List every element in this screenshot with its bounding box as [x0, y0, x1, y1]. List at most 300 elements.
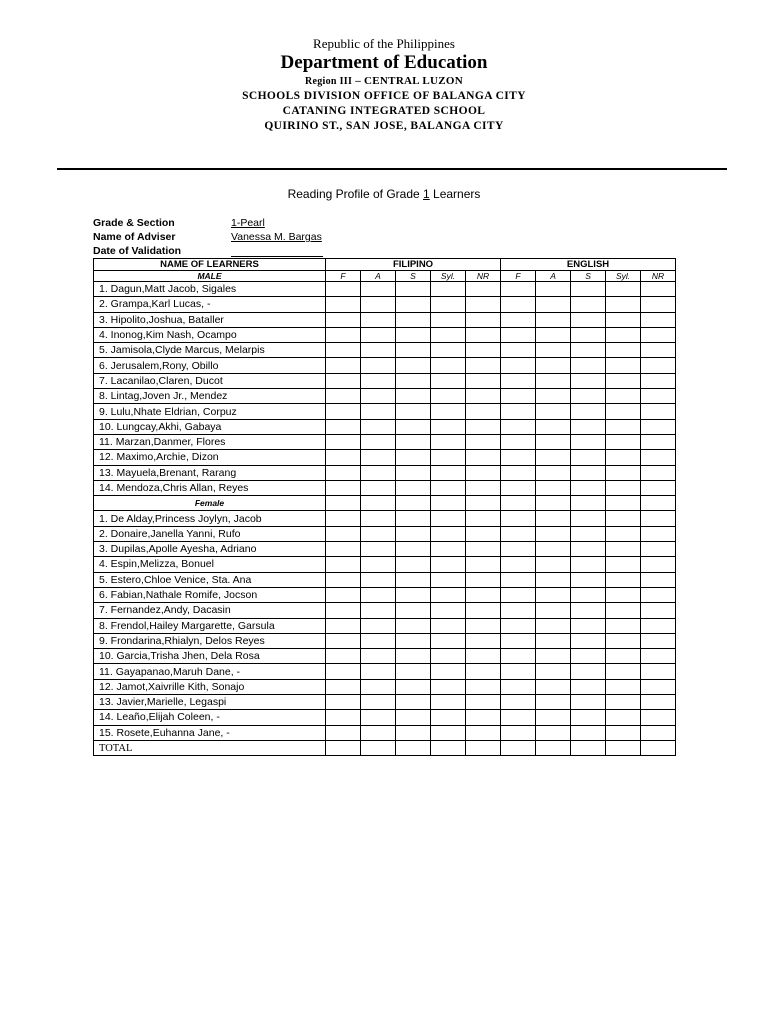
- score-cell[interactable]: [396, 358, 431, 373]
- score-cell[interactable]: [571, 282, 606, 297]
- score-cell[interactable]: [606, 373, 641, 388]
- score-cell[interactable]: [641, 282, 676, 297]
- score-cell[interactable]: [501, 710, 536, 725]
- score-cell[interactable]: [326, 450, 361, 465]
- score-cell[interactable]: [466, 373, 501, 388]
- score-cell[interactable]: [641, 312, 676, 327]
- score-cell[interactable]: [396, 496, 431, 511]
- score-cell[interactable]: [431, 603, 466, 618]
- score-cell[interactable]: [606, 511, 641, 526]
- score-cell[interactable]: [536, 297, 571, 312]
- score-cell[interactable]: [571, 404, 606, 419]
- score-cell[interactable]: [641, 358, 676, 373]
- score-cell[interactable]: [501, 389, 536, 404]
- score-cell[interactable]: [326, 373, 361, 388]
- score-cell[interactable]: [571, 496, 606, 511]
- score-cell[interactable]: [501, 297, 536, 312]
- score-cell[interactable]: [571, 695, 606, 710]
- score-cell[interactable]: [641, 480, 676, 495]
- score-cell[interactable]: [536, 434, 571, 449]
- score-cell[interactable]: [466, 603, 501, 618]
- score-cell[interactable]: [501, 496, 536, 511]
- score-cell[interactable]: [641, 679, 676, 694]
- score-cell[interactable]: [641, 542, 676, 557]
- score-cell[interactable]: [606, 465, 641, 480]
- score-cell[interactable]: [361, 587, 396, 602]
- score-cell[interactable]: [431, 327, 466, 342]
- score-cell[interactable]: [431, 664, 466, 679]
- score-cell[interactable]: [606, 649, 641, 664]
- score-cell[interactable]: [536, 725, 571, 740]
- score-cell[interactable]: [431, 572, 466, 587]
- score-cell[interactable]: [466, 710, 501, 725]
- score-cell[interactable]: [396, 419, 431, 434]
- score-cell[interactable]: [536, 649, 571, 664]
- score-cell[interactable]: [571, 327, 606, 342]
- score-cell[interactable]: [501, 664, 536, 679]
- score-cell[interactable]: [501, 526, 536, 541]
- score-cell[interactable]: [431, 373, 466, 388]
- score-cell[interactable]: [536, 358, 571, 373]
- score-cell[interactable]: [466, 587, 501, 602]
- score-cell[interactable]: [501, 358, 536, 373]
- score-cell[interactable]: [606, 480, 641, 495]
- score-cell[interactable]: [431, 343, 466, 358]
- score-cell[interactable]: [361, 557, 396, 572]
- score-cell[interactable]: [326, 496, 361, 511]
- score-cell[interactable]: [396, 511, 431, 526]
- score-cell[interactable]: [326, 526, 361, 541]
- score-cell[interactable]: [606, 389, 641, 404]
- score-cell[interactable]: [326, 434, 361, 449]
- score-cell[interactable]: [571, 587, 606, 602]
- score-cell[interactable]: [396, 404, 431, 419]
- score-cell[interactable]: [361, 327, 396, 342]
- score-cell[interactable]: [501, 282, 536, 297]
- score-cell[interactable]: [326, 480, 361, 495]
- score-cell[interactable]: [606, 312, 641, 327]
- score-cell[interactable]: [466, 343, 501, 358]
- score-cell[interactable]: [326, 465, 361, 480]
- score-cell[interactable]: [466, 327, 501, 342]
- score-cell[interactable]: [641, 618, 676, 633]
- score-cell[interactable]: [641, 496, 676, 511]
- score-cell[interactable]: [361, 389, 396, 404]
- score-cell[interactable]: [571, 542, 606, 557]
- score-cell[interactable]: [466, 404, 501, 419]
- score-cell[interactable]: [571, 450, 606, 465]
- score-cell[interactable]: [431, 404, 466, 419]
- score-cell[interactable]: [536, 480, 571, 495]
- score-cell[interactable]: [396, 526, 431, 541]
- score-cell[interactable]: [641, 465, 676, 480]
- score-cell[interactable]: [571, 312, 606, 327]
- score-cell[interactable]: [326, 312, 361, 327]
- score-cell[interactable]: [606, 710, 641, 725]
- score-cell[interactable]: [606, 679, 641, 694]
- score-cell[interactable]: [606, 282, 641, 297]
- score-cell[interactable]: [326, 618, 361, 633]
- score-cell[interactable]: [396, 649, 431, 664]
- score-cell[interactable]: [641, 557, 676, 572]
- score-cell[interactable]: [396, 725, 431, 740]
- score-cell[interactable]: [431, 434, 466, 449]
- score-cell[interactable]: [571, 725, 606, 740]
- total-cell[interactable]: [571, 740, 606, 755]
- score-cell[interactable]: [606, 419, 641, 434]
- score-cell[interactable]: [501, 603, 536, 618]
- score-cell[interactable]: [571, 526, 606, 541]
- score-cell[interactable]: [501, 373, 536, 388]
- score-cell[interactable]: [396, 572, 431, 587]
- score-cell[interactable]: [501, 327, 536, 342]
- score-cell[interactable]: [536, 312, 571, 327]
- score-cell[interactable]: [431, 618, 466, 633]
- score-cell[interactable]: [641, 603, 676, 618]
- score-cell[interactable]: [641, 389, 676, 404]
- score-cell[interactable]: [536, 511, 571, 526]
- score-cell[interactable]: [431, 526, 466, 541]
- score-cell[interactable]: [326, 679, 361, 694]
- score-cell[interactable]: [571, 618, 606, 633]
- score-cell[interactable]: [431, 496, 466, 511]
- score-cell[interactable]: [641, 710, 676, 725]
- score-cell[interactable]: [536, 695, 571, 710]
- score-cell[interactable]: [571, 373, 606, 388]
- score-cell[interactable]: [641, 587, 676, 602]
- score-cell[interactable]: [641, 404, 676, 419]
- score-cell[interactable]: [606, 572, 641, 587]
- score-cell[interactable]: [466, 297, 501, 312]
- score-cell[interactable]: [501, 587, 536, 602]
- score-cell[interactable]: [571, 511, 606, 526]
- score-cell[interactable]: [396, 327, 431, 342]
- score-cell[interactable]: [641, 297, 676, 312]
- score-cell[interactable]: [361, 419, 396, 434]
- score-cell[interactable]: [396, 633, 431, 648]
- score-cell[interactable]: [361, 343, 396, 358]
- score-cell[interactable]: [396, 480, 431, 495]
- score-cell[interactable]: [361, 526, 396, 541]
- score-cell[interactable]: [466, 695, 501, 710]
- score-cell[interactable]: [431, 633, 466, 648]
- score-cell[interactable]: [326, 542, 361, 557]
- score-cell[interactable]: [641, 450, 676, 465]
- score-cell[interactable]: [501, 725, 536, 740]
- score-cell[interactable]: [396, 282, 431, 297]
- score-cell[interactable]: [396, 434, 431, 449]
- score-cell[interactable]: [641, 434, 676, 449]
- total-cell[interactable]: [466, 740, 501, 755]
- score-cell[interactable]: [431, 358, 466, 373]
- score-cell[interactable]: [466, 389, 501, 404]
- score-cell[interactable]: [606, 695, 641, 710]
- score-cell[interactable]: [396, 695, 431, 710]
- score-cell[interactable]: [431, 450, 466, 465]
- score-cell[interactable]: [466, 312, 501, 327]
- total-cell[interactable]: [396, 740, 431, 755]
- score-cell[interactable]: [606, 664, 641, 679]
- score-cell[interactable]: [606, 434, 641, 449]
- score-cell[interactable]: [326, 695, 361, 710]
- score-cell[interactable]: [466, 434, 501, 449]
- score-cell[interactable]: [431, 465, 466, 480]
- score-cell[interactable]: [536, 618, 571, 633]
- score-cell[interactable]: [571, 557, 606, 572]
- score-cell[interactable]: [431, 297, 466, 312]
- score-cell[interactable]: [431, 419, 466, 434]
- score-cell[interactable]: [501, 419, 536, 434]
- score-cell[interactable]: [466, 496, 501, 511]
- score-cell[interactable]: [431, 587, 466, 602]
- score-cell[interactable]: [361, 572, 396, 587]
- score-cell[interactable]: [396, 343, 431, 358]
- score-cell[interactable]: [466, 282, 501, 297]
- score-cell[interactable]: [536, 557, 571, 572]
- score-cell[interactable]: [361, 649, 396, 664]
- score-cell[interactable]: [536, 389, 571, 404]
- score-cell[interactable]: [326, 404, 361, 419]
- score-cell[interactable]: [396, 557, 431, 572]
- score-cell[interactable]: [606, 297, 641, 312]
- score-cell[interactable]: [536, 496, 571, 511]
- score-cell[interactable]: [641, 327, 676, 342]
- score-cell[interactable]: [466, 633, 501, 648]
- score-cell[interactable]: [431, 389, 466, 404]
- score-cell[interactable]: [641, 373, 676, 388]
- score-cell[interactable]: [361, 282, 396, 297]
- score-cell[interactable]: [501, 695, 536, 710]
- score-cell[interactable]: [361, 618, 396, 633]
- score-cell[interactable]: [571, 649, 606, 664]
- score-cell[interactable]: [501, 404, 536, 419]
- score-cell[interactable]: [501, 679, 536, 694]
- score-cell[interactable]: [501, 450, 536, 465]
- score-cell[interactable]: [326, 633, 361, 648]
- score-cell[interactable]: [396, 373, 431, 388]
- score-cell[interactable]: [501, 618, 536, 633]
- score-cell[interactable]: [536, 542, 571, 557]
- score-cell[interactable]: [326, 327, 361, 342]
- score-cell[interactable]: [571, 434, 606, 449]
- score-cell[interactable]: [466, 572, 501, 587]
- score-cell[interactable]: [571, 710, 606, 725]
- score-cell[interactable]: [326, 649, 361, 664]
- score-cell[interactable]: [501, 511, 536, 526]
- score-cell[interactable]: [536, 587, 571, 602]
- score-cell[interactable]: [396, 603, 431, 618]
- score-cell[interactable]: [396, 450, 431, 465]
- score-cell[interactable]: [326, 282, 361, 297]
- score-cell[interactable]: [431, 679, 466, 694]
- score-cell[interactable]: [571, 679, 606, 694]
- score-cell[interactable]: [396, 542, 431, 557]
- score-cell[interactable]: [396, 587, 431, 602]
- score-cell[interactable]: [466, 557, 501, 572]
- score-cell[interactable]: [361, 679, 396, 694]
- score-cell[interactable]: [571, 664, 606, 679]
- score-cell[interactable]: [536, 633, 571, 648]
- score-cell[interactable]: [361, 633, 396, 648]
- score-cell[interactable]: [326, 343, 361, 358]
- score-cell[interactable]: [606, 526, 641, 541]
- score-cell[interactable]: [361, 725, 396, 740]
- score-cell[interactable]: [361, 297, 396, 312]
- score-cell[interactable]: [606, 343, 641, 358]
- score-cell[interactable]: [571, 603, 606, 618]
- score-cell[interactable]: [396, 679, 431, 694]
- score-cell[interactable]: [641, 664, 676, 679]
- score-cell[interactable]: [396, 618, 431, 633]
- score-cell[interactable]: [536, 603, 571, 618]
- score-cell[interactable]: [361, 358, 396, 373]
- score-cell[interactable]: [326, 725, 361, 740]
- score-cell[interactable]: [326, 297, 361, 312]
- score-cell[interactable]: [606, 633, 641, 648]
- score-cell[interactable]: [501, 434, 536, 449]
- score-cell[interactable]: [571, 572, 606, 587]
- score-cell[interactable]: [641, 695, 676, 710]
- score-cell[interactable]: [396, 389, 431, 404]
- score-cell[interactable]: [571, 465, 606, 480]
- score-cell[interactable]: [361, 480, 396, 495]
- score-cell[interactable]: [641, 725, 676, 740]
- total-cell[interactable]: [361, 740, 396, 755]
- total-cell[interactable]: [431, 740, 466, 755]
- score-cell[interactable]: [361, 542, 396, 557]
- score-cell[interactable]: [326, 358, 361, 373]
- score-cell[interactable]: [536, 419, 571, 434]
- score-cell[interactable]: [361, 603, 396, 618]
- score-cell[interactable]: [606, 557, 641, 572]
- score-cell[interactable]: [396, 465, 431, 480]
- score-cell[interactable]: [501, 557, 536, 572]
- score-cell[interactable]: [536, 572, 571, 587]
- score-cell[interactable]: [501, 465, 536, 480]
- score-cell[interactable]: [361, 695, 396, 710]
- score-cell[interactable]: [536, 465, 571, 480]
- total-cell[interactable]: [536, 740, 571, 755]
- score-cell[interactable]: [501, 312, 536, 327]
- score-cell[interactable]: [396, 710, 431, 725]
- score-cell[interactable]: [466, 725, 501, 740]
- score-cell[interactable]: [431, 649, 466, 664]
- score-cell[interactable]: [466, 526, 501, 541]
- score-cell[interactable]: [466, 542, 501, 557]
- score-cell[interactable]: [396, 297, 431, 312]
- score-cell[interactable]: [606, 358, 641, 373]
- score-cell[interactable]: [571, 343, 606, 358]
- score-cell[interactable]: [361, 465, 396, 480]
- score-cell[interactable]: [501, 649, 536, 664]
- score-cell[interactable]: [571, 297, 606, 312]
- score-cell[interactable]: [361, 496, 396, 511]
- score-cell[interactable]: [571, 419, 606, 434]
- score-cell[interactable]: [431, 282, 466, 297]
- score-cell[interactable]: [641, 633, 676, 648]
- score-cell[interactable]: [326, 664, 361, 679]
- score-cell[interactable]: [326, 603, 361, 618]
- score-cell[interactable]: [326, 419, 361, 434]
- score-cell[interactable]: [431, 480, 466, 495]
- score-cell[interactable]: [536, 710, 571, 725]
- score-cell[interactable]: [571, 480, 606, 495]
- score-cell[interactable]: [606, 496, 641, 511]
- score-cell[interactable]: [361, 664, 396, 679]
- score-cell[interactable]: [501, 343, 536, 358]
- score-cell[interactable]: [606, 587, 641, 602]
- score-cell[interactable]: [501, 572, 536, 587]
- score-cell[interactable]: [606, 603, 641, 618]
- score-cell[interactable]: [501, 633, 536, 648]
- score-cell[interactable]: [361, 710, 396, 725]
- score-cell[interactable]: [536, 343, 571, 358]
- score-cell[interactable]: [641, 526, 676, 541]
- total-cell[interactable]: [326, 740, 361, 755]
- score-cell[interactable]: [536, 404, 571, 419]
- score-cell[interactable]: [431, 725, 466, 740]
- score-cell[interactable]: [571, 358, 606, 373]
- score-cell[interactable]: [571, 389, 606, 404]
- score-cell[interactable]: [641, 649, 676, 664]
- score-cell[interactable]: [501, 542, 536, 557]
- score-cell[interactable]: [466, 618, 501, 633]
- score-cell[interactable]: [501, 480, 536, 495]
- score-cell[interactable]: [396, 312, 431, 327]
- score-cell[interactable]: [641, 511, 676, 526]
- score-cell[interactable]: [606, 327, 641, 342]
- score-cell[interactable]: [466, 419, 501, 434]
- score-cell[interactable]: [326, 389, 361, 404]
- score-cell[interactable]: [326, 572, 361, 587]
- score-cell[interactable]: [431, 312, 466, 327]
- total-cell[interactable]: [501, 740, 536, 755]
- score-cell[interactable]: [641, 572, 676, 587]
- score-cell[interactable]: [571, 633, 606, 648]
- score-cell[interactable]: [536, 373, 571, 388]
- score-cell[interactable]: [466, 679, 501, 694]
- score-cell[interactable]: [606, 542, 641, 557]
- score-cell[interactable]: [536, 664, 571, 679]
- score-cell[interactable]: [431, 695, 466, 710]
- score-cell[interactable]: [361, 434, 396, 449]
- score-cell[interactable]: [361, 404, 396, 419]
- total-cell[interactable]: [641, 740, 676, 755]
- score-cell[interactable]: [536, 450, 571, 465]
- score-cell[interactable]: [466, 664, 501, 679]
- score-cell[interactable]: [326, 557, 361, 572]
- score-cell[interactable]: [466, 450, 501, 465]
- score-cell[interactable]: [536, 327, 571, 342]
- score-cell[interactable]: [431, 542, 466, 557]
- score-cell[interactable]: [641, 343, 676, 358]
- score-cell[interactable]: [431, 710, 466, 725]
- score-cell[interactable]: [326, 710, 361, 725]
- score-cell[interactable]: [431, 557, 466, 572]
- score-cell[interactable]: [536, 679, 571, 694]
- score-cell[interactable]: [361, 373, 396, 388]
- score-cell[interactable]: [466, 649, 501, 664]
- score-cell[interactable]: [466, 465, 501, 480]
- score-cell[interactable]: [466, 480, 501, 495]
- score-cell[interactable]: [326, 511, 361, 526]
- total-cell[interactable]: [606, 740, 641, 755]
- score-cell[interactable]: [606, 725, 641, 740]
- score-cell[interactable]: [606, 404, 641, 419]
- score-cell[interactable]: [361, 312, 396, 327]
- score-cell[interactable]: [361, 450, 396, 465]
- score-cell[interactable]: [641, 419, 676, 434]
